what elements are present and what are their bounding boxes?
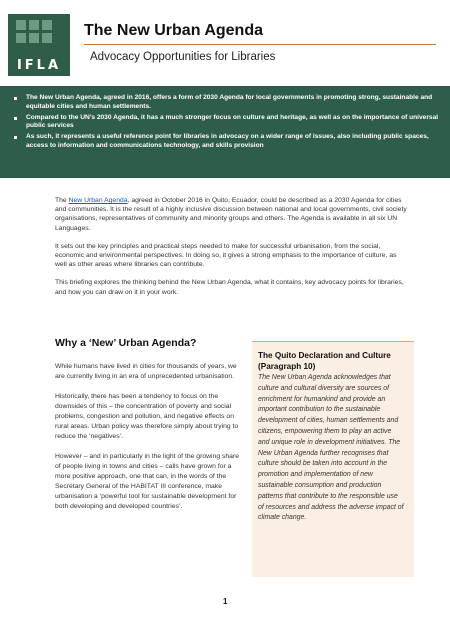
- quito-declaration-sidebar: [252, 341, 414, 577]
- section-heading: Why a ‘New’ Urban Agenda?: [55, 337, 197, 349]
- intro-paragraph: It sets out the key principles and practical steps needed to make for successful urbanisation, from the social, economic and environmental perspectives. In doing so, it gives a strong emphasis to the importance of culture, as well as other areas where libraries can contribute.: [55, 242, 397, 269]
- page-number: 1: [223, 597, 228, 606]
- intro-paragraph: This briefing explores the thinking behind the New Urban Agenda, what it contains, key advocacy points for libraries, and how you can draw on it in your work.: [55, 279, 404, 296]
- summary-list: [14, 94, 440, 151]
- intro-paragraph: [55, 196, 407, 233]
- new-urban-agenda-link[interactable]: New Urban Agenda: [68, 197, 128, 204]
- logo-text: IFLA: [16, 58, 62, 73]
- sidebar-quote: The New Urban Agenda acknowledges that culture and cultural diversity are sources of enrichment for humankind and provide an important contribution to the sustainable development of cities, human settlements and citizens, empowering them to play an active and unique role in development initiatives. The New Urban Agenda further recognises that culture should be taken into account in the promotion and implementation of new sustainable consumption and production patterns that contribute to the responsible use of resources and address the adverse impact of climate change.: [258, 374, 404, 522]
- logo-squares-icon: [16, 20, 52, 43]
- body-paragraph: While humans have lived in cities for thousands of years, we are currently living in an era of unprecedented urbanisation.: [55, 363, 237, 380]
- body-paragraph: Historically, there has been a tendency to focus on the downsides of this – the concentration of poverty and social problems, congestion and pollution, and negative effects on rural areas. Urban policy was therefore simply about trying to reduce the ‘negatives’.: [55, 393, 239, 440]
- ifla-logo: [8, 14, 70, 76]
- page-subtitle: Advocacy Opportunities for Libraries: [90, 51, 276, 63]
- page-title: The New Urban Agenda: [84, 22, 263, 39]
- summary-bullet: The New Urban Agenda, agreed in 2016, offers a form of 2030 Agenda for local governments in promoting strong, sustainable and equitable cities and human settlements.: [14, 94, 440, 112]
- intro-section: [55, 196, 407, 306]
- summary-bullet: Compared to the UN’s 2030 Agenda, it has a much stronger focus on culture and heritage, as well as on the importance of universal public services: [14, 114, 440, 132]
- intro-prefix: The: [55, 197, 69, 204]
- body-paragraph: However – and in particularly in the light of the growing share of people living in towns and cities – calls have grown for a more positive approach, one that can, in the words of the Secretary General of the HABITAT III conference, make urbanisation a ‘powerful tool for sustainable development for both developing and developed countries’.: [55, 453, 239, 510]
- summary-bullet: As such, it represents a useful reference point for libraries in advocacy on a wider range of issues, also including public spaces, access to information and communications technology, and skills provision: [14, 133, 440, 151]
- summary-banner: [0, 86, 450, 178]
- intro-suffix: , agreed in October 2016 in Quito, Ecuador, could be described as a 2030 Agenda for cities and communities. It is the result of a highly inclusive discussion between national and local governments, civil society organisations, representatives of community and minority groups and others. The Agenda is available in all six UN Languages.: [55, 197, 407, 232]
- section-body: [55, 362, 243, 522]
- title-divider: [84, 44, 436, 45]
- sidebar-title: The Quito Declaration and Culture (Paragraph 10): [258, 351, 391, 371]
